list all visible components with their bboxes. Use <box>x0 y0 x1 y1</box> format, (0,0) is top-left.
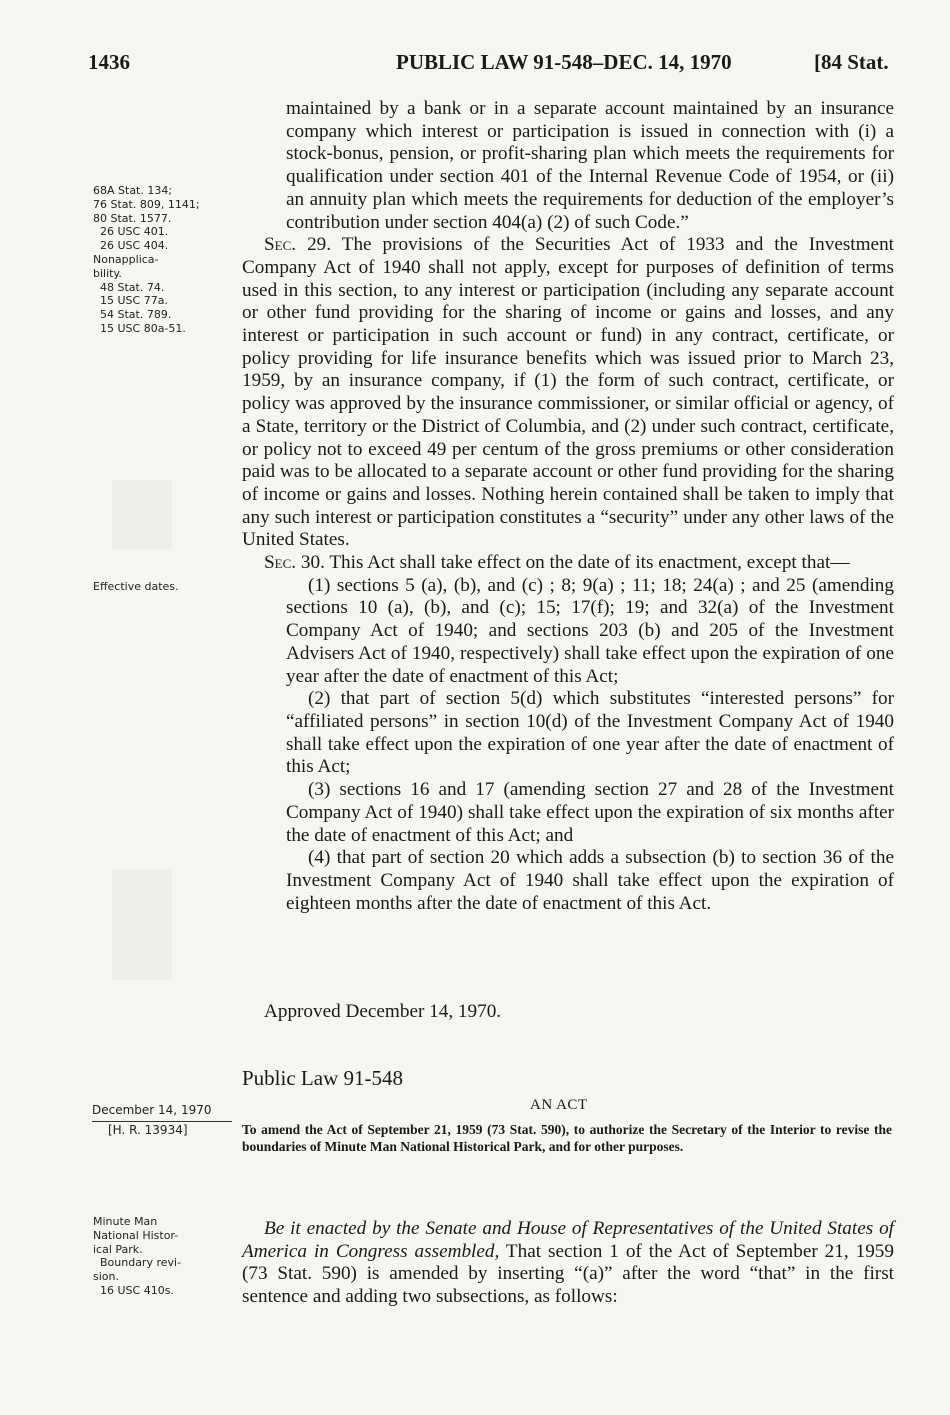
page-number: 1436 <box>88 50 130 74</box>
section-29-text: The provisions of the Securities Act of 1933 and the Investment Company Act of 1940 shall not apply, except for purposes of definition of terms used in this section, to any interest or participation (including any separate account or other fund providing for the sharing of income or gains and losses, and any interest or participation in such account or fund) in any contract, certificate, or policy providing for life insurance benefits which was issued prior to March 23, 1959, by an insurance company, if (1) the form of such contract, certificate, or policy was approved by the insurance commissioner, or similar official or agency, of a State, territory or the District of Columbia, and (2) under such contract, certificate, or policy not to exceed 49 per centum of the gross premiums or other consideration paid was to be allocated to a separate account or other fund providing for the sharing of income or gains and losses. Nothing herein contained shall be taken to imply that any such interest or participation constitutes a “security” under any other laws of the United States. <box>242 234 894 551</box>
margin-effective-dates: Effective dates. <box>93 580 179 593</box>
margin-bill-number: [H. R. 13934] <box>108 1123 188 1137</box>
stat-reference: [84 Stat. <box>814 50 889 74</box>
margin-subject: Minute Man National Histor- ical Park. Boundary revi- sion. 16 USC 410s. <box>93 1215 182 1297</box>
public-law-title: Public Law 91-548 <box>242 1066 403 1090</box>
main-text <box>242 98 894 915</box>
section-30-text: This Act shall take effect on the date of its enactment, except that— <box>324 552 850 574</box>
continued-paragraph: maintained by a bank or in a separate account maintained by an insurance company which interest or participation is issued in connection with (i) a stock-bonus, pension, or profit-sharing plan which meets the requirements for qualification under section 401 of the Internal Revenue Code of 1954, or (ii) an annuity plan which meets the requirements for deduction of the employer’s contribution under section 404(a) (2) of such Code.” <box>286 98 894 233</box>
margin-bill-date: December 14, 1970 <box>92 1103 212 1117</box>
act-purpose-text: To amend the Act of September 21, 1959 (73 Stat. 590), to authorize the Secretary of the Interior to revise the boundaries of Minute Man National Historical Park, and for other purposes. <box>242 1122 892 1154</box>
enacting-paragraph <box>242 1218 894 1308</box>
margin-citations: 68A Stat. 134; 76 Stat. 809, 1141; 80 Stat. 1577. 26 USC 401. 26 USC 404. Nonapplica- bility. 48 Stat. 74. 15 USC 77a. 54 Stat. 789. 15 USC 80a-51. <box>93 184 200 335</box>
section-30-item-2: (2) that part of section 5(d) which substitutes “interested persons” for “affiliated persons” in section 10(d) of the Investment Company Act of 1940 shall take effect upon the expiration of one year after the date of enactment of this Act; <box>286 688 894 778</box>
section-29 <box>242 234 894 552</box>
margin-rule <box>92 1121 232 1122</box>
act-label: AN ACT <box>530 1097 588 1113</box>
bleed-through-left <box>112 480 172 550</box>
section-30-item-4: (4) that part of section 20 which adds a subsection (b) to section 36 of the Investment Company Act of 1940 shall take effect upon the expiration of eighteen months after the date of enactment of this Act. <box>286 847 894 914</box>
page-header <box>0 50 950 80</box>
act-purpose <box>242 1122 892 1155</box>
enacting-text: That section 1 of the Act of September 21, 1959 (73 Stat. 590) is amended by inserting “(a)” after the word “that” in the first sentence and adding two subsections, as follows: <box>242 1240 894 1307</box>
page-title: PUBLIC LAW 91-548–DEC. 14, 1970 <box>396 50 732 74</box>
section-30-item-1: (1) sections 5 (a), (b), and (c) ; 8; 9(a) ; 11; 18; 24(a) ; and 25 (amending sections 10 (a), (b), and (c); 15; 17(f); 19; and 32(a) of the Investment Company Act of 1940; and sections 203 (b) and 205 of the Investment Advisers Act of 1940, respectively) shall take effect upon the expiration of one year after the date of enactment of this Act; <box>286 574 894 687</box>
section-29-label: Sec. 29. <box>264 234 332 256</box>
section-30-item-3: (3) sections 16 and 17 (amending section 27 and 28 of the Investment Company Act of 1940) shall take effect upon the expiration of six months after the date of enactment of this Act; and <box>286 779 894 846</box>
approval-line: Approved December 14, 1970. <box>264 1001 502 1022</box>
enacting-clause: Be it enacted by the Senate and House of Representatives of the United States of America in Congress assembled, <box>242 1218 894 1262</box>
bleed-through-mid <box>112 870 172 980</box>
section-30 <box>242 552 894 575</box>
section-30-label: Sec. 30. <box>264 552 325 574</box>
